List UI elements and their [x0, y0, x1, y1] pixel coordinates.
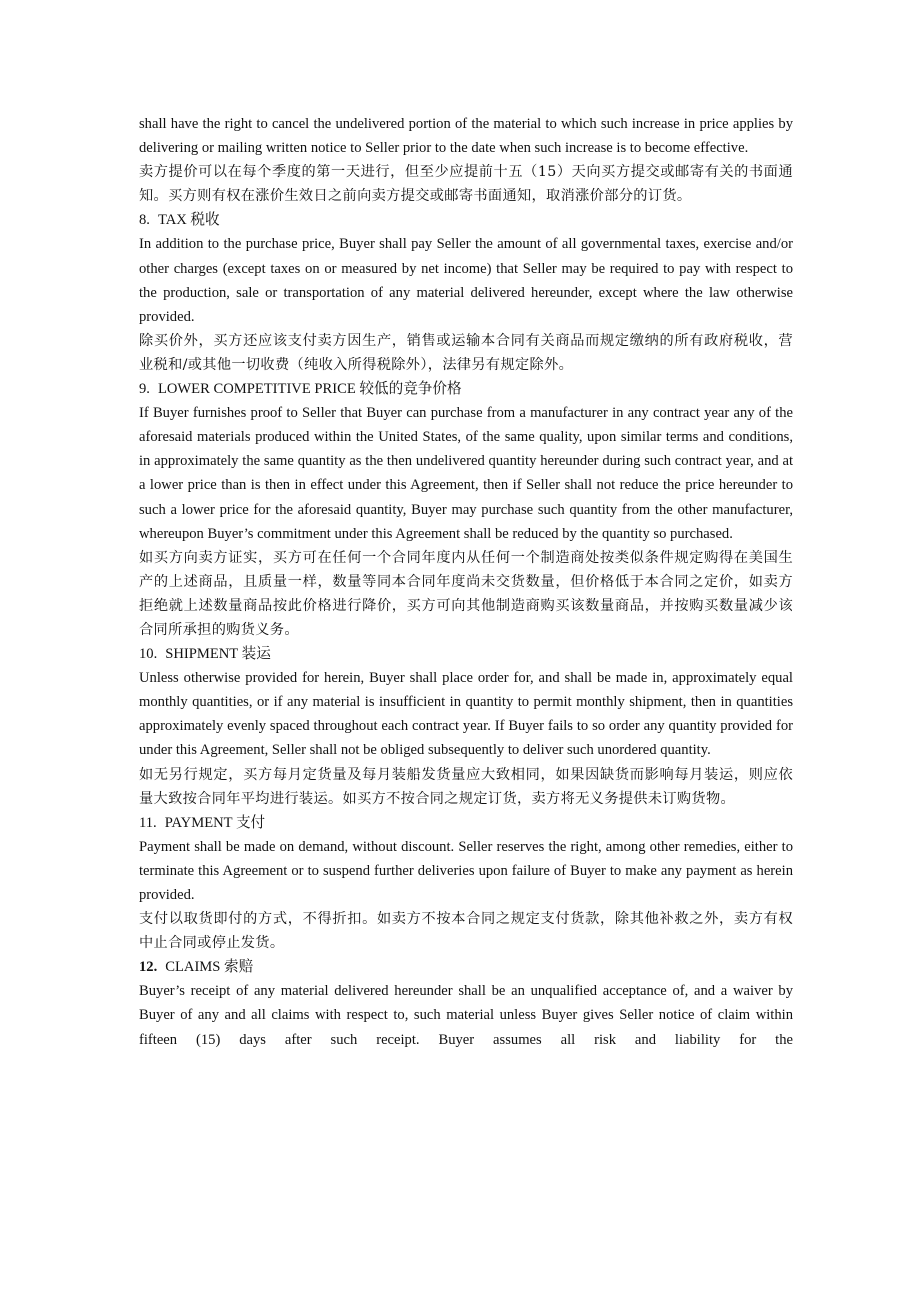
paragraph-zh: 卖方提价可以在每个季度的第一天进行，但至少应提前十五（15）天向买方提交或邮寄有关的书面通知。买方则有权在涨价生效日之前向卖方提交或邮寄书面通知，取消涨价部分的订货。 — [139, 164, 793, 205]
section-title: PAYMENT 支付 — [164, 814, 266, 831]
section-title: LOWER COMPETITIVE PRICE 较低的竞争价格 — [157, 381, 462, 398]
section-heading-payment — [139, 811, 793, 835]
paragraph-en: Unless otherwise provided for herein, Buyer shall place order for, and shall be made in, approximately equal monthly quantities, or if any material is insufficient in quantity to permit monthly shipment, then in quantities approximately evenly spaced throughout each contract year. If Buyer fails to so order any quantity provided for under this Agreement, Seller shall not be obliged subsequently to deliver such unordered quantity. — [139, 670, 793, 759]
paragraph-zh: 如无另行规定，买方每月定货量及每月装船发货量应大致相同，如果因缺货而影响每月装运，则应依量大致按合同年平均进行装运。如买方不按合同之规定订货，卖方将无义务提供未订购货物。 — [139, 766, 793, 807]
section-heading-shipment — [139, 642, 793, 666]
paragraph-en: shall have the right to cancel the undelivered portion of the material to which such increase in price applies by delivering or mailing written notice to Seller prior to the date when such increase is to become effective. — [139, 116, 793, 157]
section-number: 11. — [139, 814, 157, 831]
paragraph-zh: 除买价外，买方还应该支付卖方因生产，销售或运输本合同有关商品而规定缴纳的所有政府税收，营业税和/或其他一切收费（纯收入所得税除外），法律另有规定除外。 — [139, 332, 793, 373]
section-number: 9. — [139, 381, 150, 398]
section-heading-claims — [139, 955, 793, 979]
document-page — [139, 112, 793, 1052]
section-title: CLAIMS 索赔 — [165, 959, 254, 976]
section-heading-tax — [139, 208, 793, 232]
section-number: 8. — [139, 212, 150, 229]
paragraph-zh: 如买方向卖方证实，买方可在任何一个合同年度内从任何一个制造商处按类似条件规定购得在美国生产的上述商品，且质量一样，数量等同本合同年度尚未交货数量，但价格低于本合同之定价，如卖方拒绝就上述数量商品按此价格进行降价，买方可向其他制造商购买该数量商品，并按购买数量减少该合同所承担的购货义务。 — [139, 549, 793, 638]
paragraph-en: Payment shall be made on demand, without discount. Seller reserves the right, among other remedies, either to terminate this Agreement or to suspend further deliveries upon failure of Buyer to make any payment as herein provided. — [139, 838, 793, 903]
section-title: SHIPMENT 装运 — [165, 646, 271, 663]
paragraph-en: In addition to the purchase price, Buyer shall pay Seller the amount of all governmental taxes, exercise and/or other charges (except taxes on or measured by net income) that Seller may be required to pay with respect to the production, sale or transportation of any material delivered hereunder, except where the law otherwise provided. — [139, 236, 793, 325]
paragraph-en: If Buyer furnishes proof to Seller that Buyer can purchase from a manufacturer in any contract year any of the aforesaid materials produced within the United States, of the same quality, upon similar terms and conditions, in approximately the same quantity as the then undelivered quantity hereunder during such contract year, and at a lower price than is then in effect under this Agreement, then if Seller shall not reduce the price hereunder to such a lower price for the aforesaid quantity, Buyer may purchase such quantity from the other manufacturer, whereupon Buyer’s commitment under this Agreement shall be reduced by the quantity so purchased. — [139, 405, 793, 542]
section-number: 10. — [139, 646, 158, 663]
section-number: 12. — [139, 959, 158, 976]
section-title: TAX 税收 — [157, 212, 220, 229]
paragraph-en: Buyer’s receipt of any material delivered hereunder shall be an unqualified acceptance of, and a waiver by Buyer of any and all claims with respect to, such material unless Buyer gives Seller notice of claim within fifteen (15) days after such receipt. Buyer assumes all risk and liability for the — [139, 983, 793, 1048]
section-heading-lower-competitive-price — [139, 377, 793, 401]
paragraph-zh: 支付以取货即付的方式，不得折扣。如卖方不按本合同之规定支付货款，除其他补救之外，卖方有权中止合同或停止发货。 — [139, 911, 793, 952]
